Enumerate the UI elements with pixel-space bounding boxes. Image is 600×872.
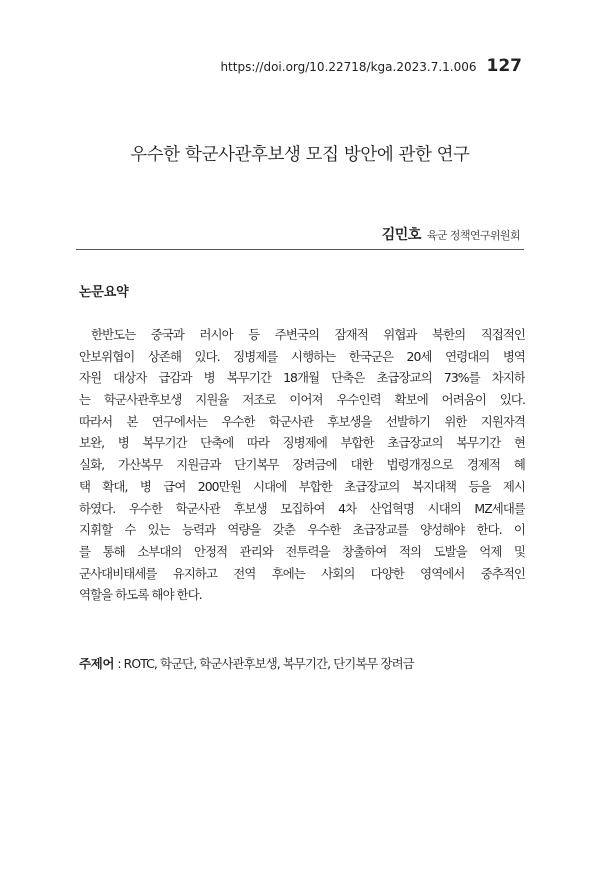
- abstract-line: 택 확대, 병 급여 200만원 시대에 부합한 초급장교의 복지대책 등을 제시: [79, 478, 525, 494]
- abstract-line: 한반도는 중국과 러시아 등 주변국의 잠재적 위협과 북한의 직접적인: [91, 327, 525, 342]
- running-header: [220, 56, 522, 76]
- abstract-line: 따라서 본 연구에서는 우수한 학군사관 후보생을 선발하기 위한 지원자격: [79, 413, 525, 429]
- abstract-line: 를 통해 소부대의 안정적 관리와 전투력을 창출하여 적의 도발을 억제 및: [79, 543, 525, 559]
- author-affiliation: 육군 정책연구위원회: [426, 229, 520, 242]
- abstract-body: [79, 324, 525, 606]
- abstract-line: 보완, 병 복무기간 단축에 따라 징병제에 부합한 초급장교의 복무기간 현: [79, 435, 525, 451]
- abstract-line: 안보위협이 상존해 있다. 징병제를 시행하는 한국군은 20세 연령대의 병역: [79, 348, 525, 364]
- author-name: 김민호: [381, 227, 421, 243]
- abstract-line: 실화, 가산복무 지원금과 단기복무 장려금에 대한 법령개정으로 경제적 혜: [79, 457, 525, 473]
- abstract-line: 역할을 하도록 해야 한다.: [79, 587, 202, 603]
- paper-title: 우수한 학군사관후보생 모집 방안에 관한 연구: [130, 145, 470, 165]
- author-block: [382, 224, 520, 244]
- abstract-line: 하였다. 우수한 학군사관 후보생 모집하여 4차 산업혁명 시대의 MZ세대를: [79, 500, 525, 516]
- abstract-line: 지휘할 수 있는 능력과 역량을 갖춘 우수한 초급장교를 양성해야 한다. 이: [79, 522, 525, 538]
- keywords-separator: :: [114, 656, 124, 671]
- divider-rule: [76, 249, 524, 250]
- doi-link[interactable]: https://doi.org/10.22718/kga.2023.7.1.006: [220, 60, 477, 74]
- keywords-label: 주제어: [79, 656, 115, 671]
- abstract-line: 는 학군사관후보생 지원율 저조로 이어져 우수인력 확보에 어려움이 있다.: [79, 392, 525, 408]
- keywords: [79, 654, 414, 672]
- abstract-line: 군사대비태세를 유지하고 전역 후에는 사회의 다양한 영역에서 중추적인: [79, 565, 525, 581]
- abstract-line: 자원 대상자 급감과 병 복무기간 18개월 단축은 초급장교의 73%를 차지하: [79, 370, 525, 386]
- abstract-heading: 논문요약: [79, 285, 129, 300]
- page-number: 127: [486, 56, 522, 76]
- keywords-text: ROTC, 학군단, 학군사관후보생, 복무기간, 단기복무 장려금: [123, 656, 414, 671]
